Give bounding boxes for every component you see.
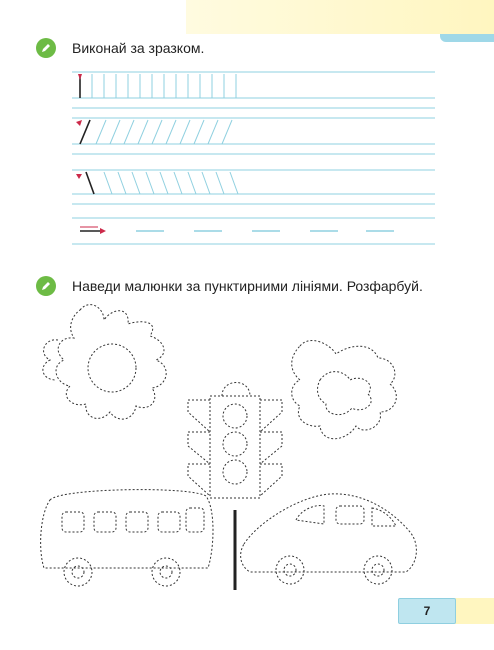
task-2-text: Наведи малюнки за пунктирними лініями. Розфарбуй. [72, 278, 423, 294]
bottom-band [455, 598, 494, 624]
sun-drawing [43, 305, 166, 420]
pencil-icon [36, 276, 56, 296]
top-header-band [186, 0, 494, 34]
page-number: 7 [423, 604, 431, 618]
bus-drawing [41, 490, 213, 586]
traffic-light-drawing [188, 383, 282, 499]
page-number-box [398, 598, 456, 624]
task-1-text: Виконай за зразком. [72, 40, 205, 56]
writing-exercise [0, 60, 494, 250]
car-drawing [241, 494, 417, 584]
top-header-tab [440, 34, 494, 42]
pencil-icon [36, 38, 56, 58]
cloud-drawing [292, 341, 397, 439]
task-2 [36, 276, 423, 296]
tracing-drawings [0, 300, 494, 592]
task-1 [36, 38, 204, 58]
